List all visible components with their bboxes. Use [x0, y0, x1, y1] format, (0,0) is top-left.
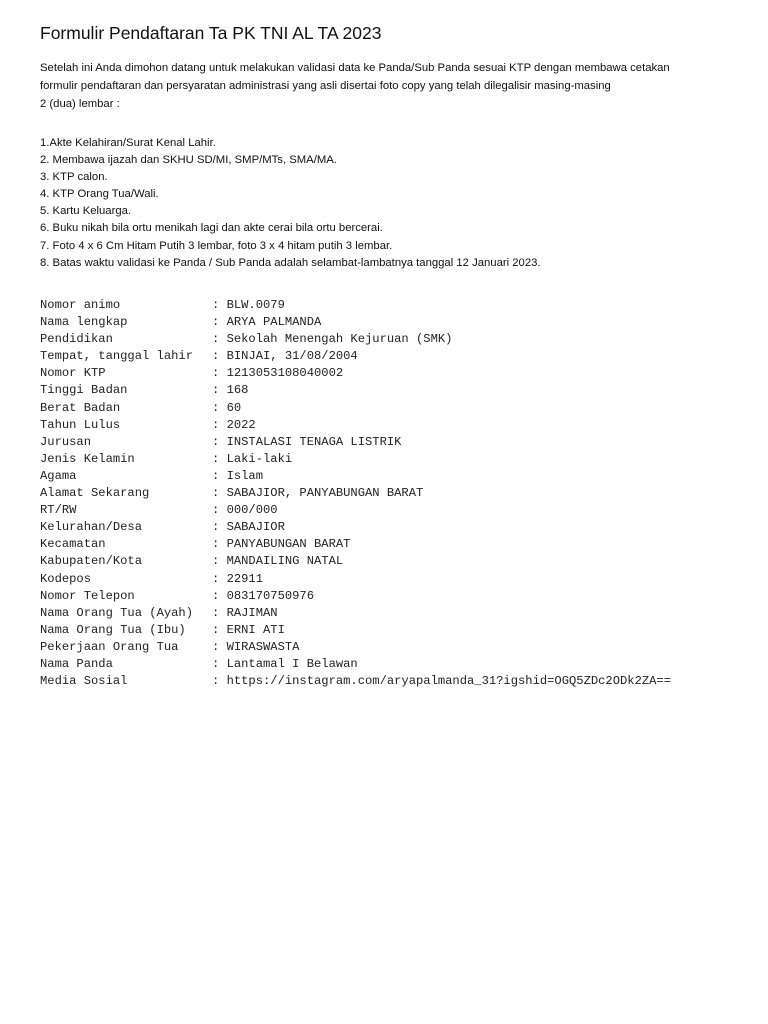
field-separator: : [212, 588, 227, 603]
social-media-link[interactable]: https://instagram.com/aryapalmanda_31?igshid=OGQ5ZDc2ODk2ZA== [226, 674, 671, 689]
field-row [40, 553, 740, 570]
field-row [40, 434, 740, 451]
field-value: 168 [226, 383, 249, 398]
registration-fields [40, 297, 740, 690]
field-label: Nomor animo [40, 298, 121, 312]
field-row [40, 400, 740, 417]
field-value: Sekolah Menengah Kejuruan (SMK) [226, 332, 453, 347]
requirement-item: 1.Akte Kelahiran/Surat Kenal Lahir. [40, 137, 216, 149]
field-value: Lantamal I Belawan [226, 656, 358, 671]
field-value: RAJIMAN [226, 605, 278, 620]
field-separator: : [212, 468, 227, 483]
field-row [40, 519, 740, 536]
field-separator: : [212, 366, 227, 381]
field-label: Jurusan [40, 434, 91, 449]
field-row [40, 451, 740, 468]
field-row [40, 331, 740, 348]
field-label: Pendidikan [40, 332, 113, 347]
field-separator: : [212, 400, 227, 415]
field-separator: : [212, 639, 227, 654]
field-value: 2022 [226, 417, 256, 432]
field-row [40, 382, 740, 399]
requirement-item: 5. Kartu Keluarga. [40, 205, 132, 218]
field-label: Nama Panda [40, 656, 113, 671]
field-value: SABAJIOR [226, 520, 285, 535]
intro-paragraph [40, 59, 740, 113]
field-separator: : [212, 383, 227, 398]
requirement-item: 3. KTP calon. [40, 171, 108, 184]
field-label: Tahun Lulus [40, 417, 121, 432]
page-title: Formulir Pendaftaran Ta PK TNI AL TA 2023 [40, 23, 382, 43]
field-value: INSTALASI TENAGA LISTRIK [226, 434, 402, 449]
field-separator: : [212, 417, 227, 432]
requirement-item: 8. Batas waktu validasi ke Panda / Sub Panda adalah selambat-lambatnya tanggal 12 Januari 2023. [40, 256, 541, 269]
field-value: WIRASWASTA [226, 639, 300, 654]
field-row [40, 622, 740, 639]
field-row [40, 656, 740, 673]
requirements-list [40, 135, 740, 272]
field-label: Nama lengkap [40, 315, 128, 330]
field-row [40, 673, 740, 690]
field-row [40, 468, 740, 485]
intro-line: 2 (dua) lembar : [40, 98, 120, 110]
field-value: Islam [226, 468, 264, 483]
field-label: Tinggi Badan [40, 383, 128, 398]
field-row [40, 297, 740, 314]
field-separator: : [212, 298, 227, 312]
field-row [40, 588, 740, 605]
field-label: RT/RW [40, 503, 77, 518]
field-label: Media Sosial [40, 674, 128, 689]
field-separator: : [212, 486, 227, 501]
field-value: 083170750976 [226, 588, 315, 603]
requirement-item: 2. Membawa ijazah dan SKHU SD/MI, SMP/MTs, SMA/MA. [40, 154, 337, 167]
field-label: Kelurahan/Desa [40, 520, 142, 535]
field-row [40, 417, 740, 434]
field-value: SABAJIOR, PANYABUNGAN BARAT [226, 486, 424, 501]
field-separator: : [212, 554, 227, 569]
field-separator: : [212, 605, 227, 620]
field-label: Berat Badan [40, 400, 121, 415]
field-separator: : [212, 451, 227, 466]
field-label: Nama Orang Tua (Ayah) [40, 605, 193, 620]
requirement-item: 4. KTP Orang Tua/Wali. [40, 188, 159, 201]
field-row [40, 605, 740, 622]
field-value: ERNI ATI [226, 622, 285, 637]
field-row [40, 639, 740, 656]
field-label: Pekerjaan Orang Tua [40, 639, 179, 654]
intro-line: formulir pendaftaran dan persyaratan administrasi yang asli disertai foto copy yang telah dilegalisir masing-masing [40, 80, 611, 92]
field-row [40, 348, 740, 365]
field-row [40, 365, 740, 382]
field-label: Alamat Sekarang [40, 486, 150, 501]
field-separator: : [212, 434, 227, 449]
field-label: Kabupaten/Kota [40, 554, 142, 569]
field-label: Nomor Telepon [40, 588, 135, 603]
field-label: Tempat, tanggal lahir [40, 349, 193, 364]
field-separator: : [212, 656, 227, 671]
field-separator: : [212, 503, 227, 518]
field-label: Kodepos [40, 571, 91, 586]
field-separator: : [212, 332, 227, 347]
field-value: 22911 [226, 571, 264, 586]
field-separator: : [212, 349, 227, 364]
field-value: BINJAI, 31/08/2004 [226, 349, 358, 364]
field-row [40, 314, 740, 331]
field-separator: : [212, 537, 227, 552]
field-value: 000/000 [226, 503, 278, 518]
field-value: 1213053108040002 [226, 366, 344, 381]
field-separator: : [212, 622, 227, 637]
field-row [40, 485, 740, 502]
field-separator: : [212, 520, 227, 535]
requirement-item: 6. Buku nikah bila ortu menikah lagi dan akte cerai bila ortu bercerai. [40, 222, 383, 235]
field-row [40, 571, 740, 588]
field-row [40, 536, 740, 553]
intro-line: Setelah ini Anda dimohon datang untuk melakukan validasi data ke Panda/Sub Panda sesuai KTP dengan membawa cetakan [40, 62, 670, 74]
field-row [40, 502, 740, 519]
field-value: BLW.0079 [226, 298, 285, 312]
field-separator: : [212, 674, 227, 689]
field-label: Kecamatan [40, 537, 106, 552]
field-label: Jenis Kelamin [40, 451, 135, 466]
requirement-item: 7. Foto 4 x 6 Cm Hitam Putih 3 lembar, foto 3 x 4 hitam putih 3 lembar. [40, 239, 393, 252]
field-value: PANYABUNGAN BARAT [226, 537, 351, 552]
field-separator: : [212, 571, 227, 586]
field-separator: : [212, 315, 227, 330]
field-value: MANDAILING NATAL [226, 554, 344, 569]
field-label: Agama [40, 468, 77, 483]
field-value: Laki-laki [226, 451, 293, 466]
field-value: 60 [226, 400, 242, 415]
field-label: Nomor KTP [40, 366, 106, 381]
field-label: Nama Orang Tua (Ibu) [40, 622, 186, 637]
field-value: ARYA PALMANDA [226, 315, 322, 330]
